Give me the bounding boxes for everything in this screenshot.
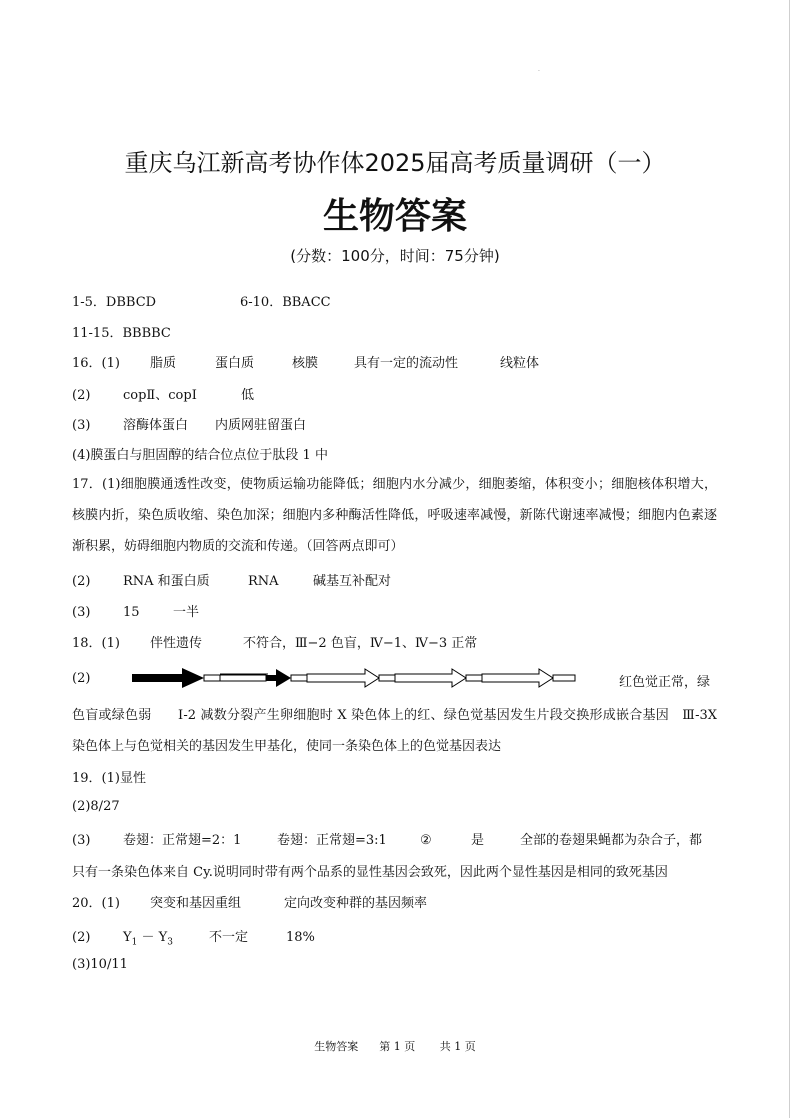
q20-2-ans-a: [123, 926, 209, 948]
q20-2-ans-b: 不一定: [209, 930, 249, 945]
q20-line-2: [72, 926, 315, 948]
q16-ans-c: 核膜: [292, 356, 319, 371]
q19-3-ans-c: ②: [420, 833, 432, 848]
q17-2-label: (2): [72, 574, 91, 589]
exam-title: 重庆乌江新高考协作体2025届高考质量调研（一）: [124, 149, 666, 177]
y1-subscript: 1: [131, 937, 138, 948]
q20-ans-a: 突变和基因重组: [150, 896, 242, 911]
footer-subject: 生物答案: [314, 1040, 359, 1053]
exam-meta: (分数：100分，时间：75分钟): [290, 247, 500, 265]
q19-3-ans-d: 是: [471, 833, 485, 848]
q19-line-2: (2)8/27: [72, 799, 120, 814]
answers-6-10: 6-10．BBACC: [240, 295, 331, 310]
footer-page-suffix: 页: [404, 1040, 416, 1053]
gene-arrow-diagram: [130, 667, 580, 691]
q17-3-ans-b: 一半: [173, 605, 200, 620]
y3-subscript: 3: [167, 937, 173, 948]
page-footer: [0, 1038, 790, 1054]
q18-2-label: (2): [72, 671, 91, 686]
hollow-gene-arrow-3: [482, 669, 553, 687]
answers-1-5: 1-5．DBBCD: [72, 295, 157, 310]
y3-text: Y: [158, 930, 168, 945]
q20-line-3: (3)10/11: [72, 957, 128, 972]
q17-line-3: [72, 601, 199, 620]
q19-3-ans-b: 卷翅：正常翅=3:1: [277, 833, 387, 848]
q17-line-2: [72, 570, 391, 589]
q20-ans-b: 定向改变种群的基因频率: [284, 896, 428, 911]
footer-total-suffix: 页: [464, 1040, 476, 1053]
subject-heading: 生物答案: [322, 196, 467, 237]
spacer-segment-6: [553, 675, 575, 681]
spacer-segment-4: [379, 675, 395, 681]
q19-line-1: 19．(1)显性: [72, 771, 146, 786]
q16-line-3: [72, 414, 306, 433]
hollow-gene-arrow-2: [395, 669, 466, 687]
q16-3-ans-a: 溶酶体蛋白: [123, 418, 189, 433]
footer-total-number: 1: [454, 1040, 462, 1053]
q20-line-1: [72, 892, 427, 911]
q16-number: 16．(1): [72, 356, 120, 371]
footer-total-prefix: 共: [439, 1040, 451, 1053]
hollow-gene-arrow-1: [307, 669, 379, 687]
green-gene-arrow: [266, 669, 291, 687]
q17-3-label: (3): [72, 605, 91, 620]
q16-3-label: (3): [72, 418, 91, 433]
q17-2-ans-a: RNA 和蛋白质: [123, 574, 210, 589]
q17-3-ans-a: 15: [123, 605, 140, 620]
q16-line-1: [72, 352, 539, 371]
q16-2-label: (2): [72, 388, 91, 403]
q18-ans-b: 不符合，Ⅲ−2 色盲，Ⅳ−1、Ⅳ−3 正常: [243, 636, 478, 651]
footer-page-number: 1: [393, 1040, 401, 1053]
q19-3-ans-e: 全部的卷翅果蝇都为杂合子，都: [520, 833, 703, 848]
minus-sign: －: [137, 930, 159, 945]
top-dot: .: [538, 66, 540, 73]
spacer-segment-5: [466, 675, 482, 681]
q18-2-tail: 红色觉正常，绿: [619, 675, 711, 690]
q20-2-ans-c: 18%: [286, 930, 315, 945]
q17-2-ans-b: RNA: [248, 574, 279, 589]
q18-ans-a: 伴性遗传: [150, 636, 203, 651]
answers-11-15: 11-15．BBBBC: [72, 326, 171, 341]
q16-3-ans-b: 内质网驻留蛋白: [215, 418, 307, 433]
answers-1-10: [72, 291, 331, 310]
q16-ans-b: 蛋白质: [215, 356, 255, 371]
q19-3-label: (3): [72, 833, 91, 848]
y1-text: Y: [123, 930, 132, 945]
spacer-segment-3: [291, 675, 307, 681]
q16-ans-e: 线粒体: [500, 356, 540, 371]
q17-paragraph: 17．(1)细胞膜通透性改变，使物质运输功能降低；细胞内水分减少，细胞萎缩，体积变小；细胞核体积增大，核膜内折，染色质收缩、染色加深；细胞内多种酶活性降低，呼吸速率减慢，新陈代谢速率减慢；细胞内色素逐渐积累，妨碍细胞内物质的交流和传递。（回答两点即可）: [72, 477, 717, 554]
q16-ans-a: 脂质: [150, 356, 177, 371]
red-gene-arrow: [132, 668, 204, 688]
spacer-segment-2: [220, 675, 266, 681]
q20-2-label: (2): [72, 930, 91, 945]
q17-2-ans-c: 碱基互补配对: [313, 574, 392, 589]
q18-number: 18．(1): [72, 636, 120, 651]
spacer-segment: [204, 675, 220, 681]
q18-paragraph: 色盲或绿色弱 Ⅰ-2 减数分裂产生卵细胞时 X 染色体上的红、绿色觉基因发生片段交换形成嵌合基因 Ⅲ-3X 染色体上与色觉相关的基因发生甲基化，使同一条染色体上的色觉基因表达: [72, 708, 717, 754]
q16-line-2: [72, 384, 254, 403]
q18-line-1: [72, 632, 477, 651]
footer-page-prefix: 第: [379, 1040, 391, 1053]
q16-2-ans-a: copⅡ、copⅠ: [123, 388, 197, 403]
q19-line-4: 只有一条染色体来自 Cy.说明同时带有两个品系的显性基因会致死，因此两个显性基因是相同的致死基因: [72, 865, 668, 880]
q16-line-4: (4)膜蛋白与胆固醇的结合位点位于肽段 1 中: [72, 448, 328, 463]
q16-2-ans-b: 低: [241, 388, 255, 403]
q19-3-ans-a: 卷翅：正常翅=2：1: [123, 833, 242, 848]
q20-number: 20．(1): [72, 896, 120, 911]
q19-line-3: [72, 829, 702, 848]
q16-ans-d: 具有一定的流动性: [354, 356, 459, 371]
